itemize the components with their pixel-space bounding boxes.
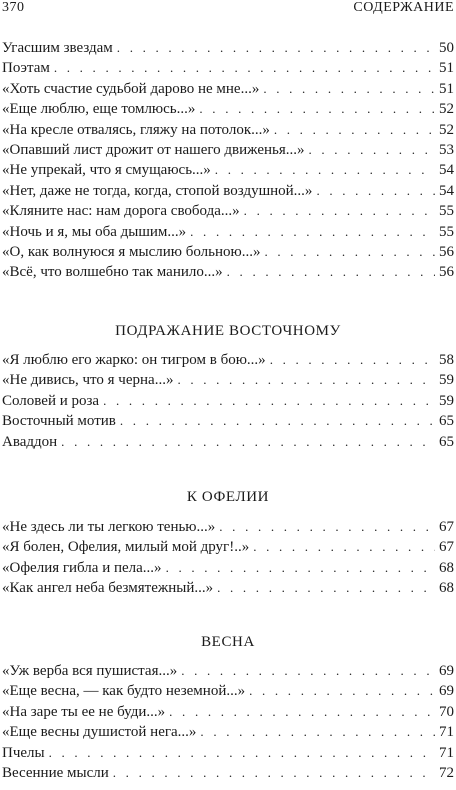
dot-leader [274, 120, 435, 140]
entry-page: 71 [439, 744, 454, 761]
dot-leader [249, 681, 435, 701]
dot-leader [219, 517, 435, 537]
toc-entry [2, 160, 454, 180]
entry-page: 67 [439, 519, 454, 535]
dot-leader [253, 537, 435, 557]
dot-leader [103, 391, 435, 411]
dot-leader [244, 201, 435, 221]
entry-page: 54 [439, 162, 454, 179]
toc-entry [2, 181, 454, 201]
entry-title: «Нет, даже не тогда, когда, стопой воздушной...» [2, 182, 313, 199]
toc-entry [2, 391, 454, 411]
entry-title: Соловей и роза [2, 392, 100, 409]
dot-leader [309, 140, 436, 160]
entry-page: 70 [439, 703, 454, 720]
dot-leader [265, 242, 436, 262]
toc-section-4 [2, 661, 454, 783]
dot-leader [270, 350, 435, 370]
entry-title: «Уж верба вся пушистая...» [2, 663, 178, 679]
entry-page: 55 [439, 203, 454, 220]
dot-leader [120, 411, 435, 431]
toc-entry [2, 537, 454, 557]
entry-page: 69 [439, 683, 454, 700]
toc-entry [2, 58, 454, 78]
entry-title: «Я люблю его жарко: он тигром в бою...» [2, 352, 266, 368]
entry-title: «Кляните нас: нам дорога свобода...» [2, 203, 240, 220]
toc-entry [2, 558, 454, 578]
dot-leader [113, 763, 435, 783]
toc-entry [2, 120, 454, 140]
toc-entry [2, 140, 454, 160]
dot-leader [117, 38, 435, 58]
entry-title: «Как ангел неба безмятежный...» [2, 580, 214, 597]
toc-entry [2, 517, 454, 537]
section-heading: ВЕСНА [201, 634, 255, 650]
entry-title: Весенние мысли [2, 764, 109, 781]
toc-entry [2, 79, 454, 99]
toc-entry [2, 661, 454, 681]
dot-leader [200, 722, 435, 742]
entry-title: «Офелия гибла и пела...» [2, 559, 162, 576]
toc-section-2 [2, 350, 454, 452]
section-heading: ПОДРАЖАНИЕ ВОСТОЧНОМУ [115, 323, 341, 339]
toc-entry [2, 370, 454, 390]
entry-title: «Всё, что волшебно так манило...» [2, 264, 223, 281]
entry-title: «На кресле отвалясь, гляжу на потолок...» [2, 121, 270, 138]
dot-leader [166, 558, 435, 578]
entry-page: 50 [439, 40, 454, 56]
running-title: СОДЕРЖАНИЕ [353, 0, 454, 15]
entry-page: 56 [439, 264, 454, 281]
entry-page: 51 [439, 80, 454, 97]
entry-page: 65 [439, 433, 454, 450]
entry-page: 52 [439, 101, 454, 118]
entry-page: 58 [439, 352, 454, 368]
entry-page: 55 [439, 223, 454, 240]
dot-leader [316, 181, 435, 201]
entry-title: «Еще люблю, еще томлюсь...» [2, 101, 196, 118]
dot-leader [177, 370, 435, 390]
dot-leader [190, 222, 435, 242]
toc-entry [2, 681, 454, 701]
entry-page: 54 [439, 182, 454, 199]
entry-page: 51 [439, 60, 454, 77]
entry-page: 72 [439, 764, 454, 781]
toc-entry [2, 578, 454, 598]
entry-title: «Еще весна, — как будто неземной...» [2, 683, 246, 700]
entry-page: 68 [439, 559, 454, 576]
entry-title: Пчелы [2, 744, 45, 761]
toc-entry [2, 201, 454, 221]
entry-page: 53 [439, 141, 454, 158]
toc-entry [2, 743, 454, 763]
toc-entry [2, 99, 454, 119]
entry-title: «Не здесь ли ты легкою тенью...» [2, 519, 216, 535]
entry-title: «Хоть счастие судьбой дарово не мне...» [2, 80, 260, 97]
dot-leader [217, 578, 435, 598]
entry-title: «О, как волнуюся я мыслию больною...» [2, 243, 261, 260]
toc-entry [2, 722, 454, 742]
entry-title: «Ночь и я, мы оба дышим...» [2, 223, 187, 240]
entry-page: 65 [439, 413, 454, 430]
entry-page: 71 [439, 724, 454, 741]
dot-leader [54, 58, 435, 78]
dot-leader [61, 432, 435, 452]
entry-page: 69 [439, 663, 454, 679]
entry-page: 59 [439, 372, 454, 389]
dot-leader [215, 160, 435, 180]
entry-page: 67 [439, 539, 454, 556]
entry-title: Восточный мотив [2, 413, 116, 430]
dot-leader [49, 743, 435, 763]
dot-leader [227, 262, 435, 282]
entry-title: «Я болен, Офелия, милый мой друг!..» [2, 539, 250, 556]
entry-title: «Опавший лист дрожит от нашего движенья...» [2, 141, 305, 158]
toc-entry [2, 432, 454, 452]
toc-entry [2, 350, 454, 370]
entry-page: 68 [439, 580, 454, 597]
dot-leader [199, 99, 435, 119]
entry-title: «Не упрекай, что я смущаюсь...» [2, 162, 211, 179]
entry-title: Аваддон [2, 433, 58, 450]
toc-section-3 [2, 517, 454, 599]
toc-entry [2, 763, 454, 783]
toc-entry [2, 38, 454, 58]
entry-title: «На заре ты ее не буди...» [2, 703, 166, 720]
toc-entry [2, 702, 454, 722]
page-number: 370 [2, 0, 25, 15]
running-header [2, 0, 454, 18]
dot-leader [181, 661, 435, 681]
dot-leader [263, 79, 435, 99]
entry-title: «Не дивись, что я черна...» [2, 372, 174, 389]
entry-title: «Еще весны душистой нега...» [2, 724, 197, 741]
toc-entry [2, 242, 454, 262]
section-heading: К ОФЕЛИИ [186, 489, 270, 505]
entry-title: Угасшим звездам [2, 40, 113, 56]
toc-entry [2, 222, 454, 242]
entry-title: Поэтам [2, 60, 50, 77]
dot-leader [169, 702, 435, 722]
toc-entry [2, 262, 454, 282]
entry-page: 59 [439, 392, 454, 409]
toc-section-1 [2, 38, 454, 283]
entry-page: 52 [439, 121, 454, 138]
toc-entry [2, 411, 454, 431]
entry-page: 56 [439, 243, 454, 260]
